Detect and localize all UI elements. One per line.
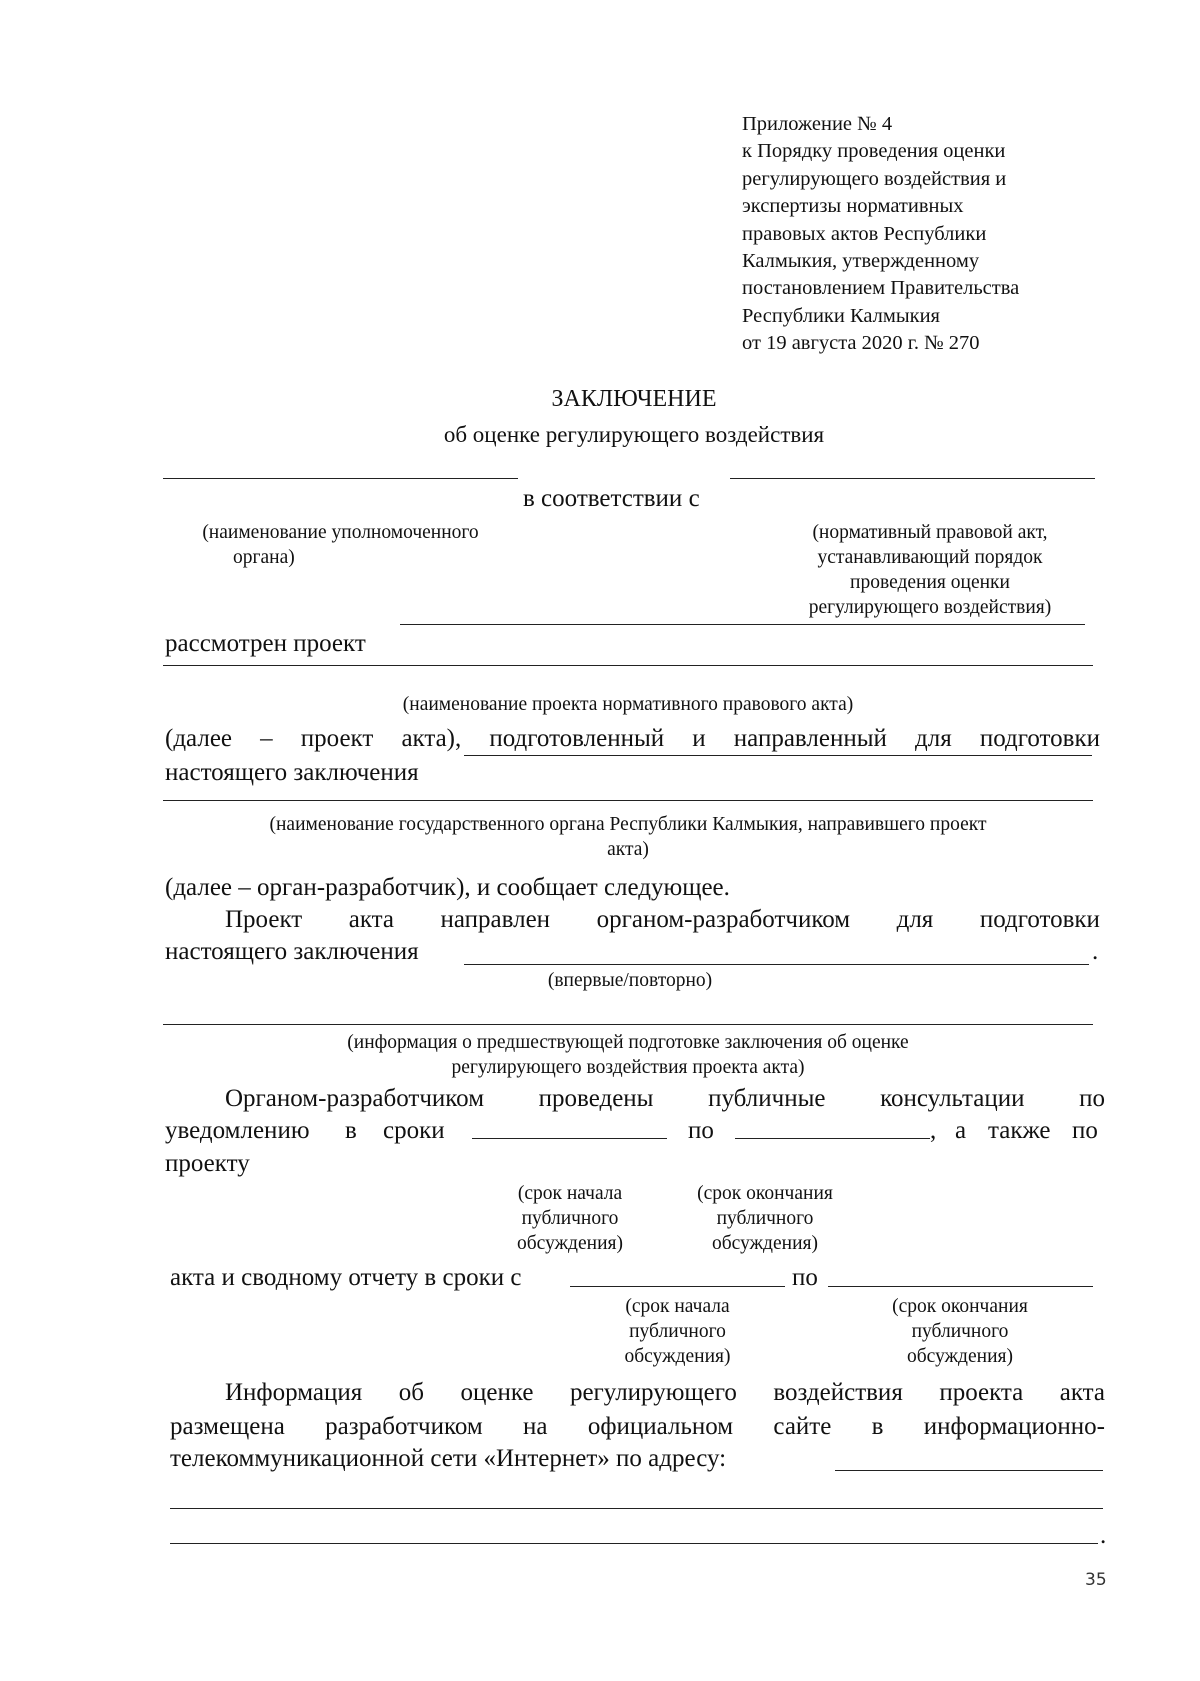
notice-end-date-field[interactable]	[735, 1138, 930, 1139]
word: по	[688, 1117, 714, 1144]
appendix-reference	[742, 111, 1019, 358]
website-address-field-final[interactable]	[170, 1543, 1098, 1544]
word: подготовки	[979, 906, 1100, 933]
word: сроки	[383, 1117, 445, 1144]
word: (далее	[165, 725, 233, 752]
caption-line: регулирующего воздействия проекта акта)	[451, 1057, 805, 1078]
notice-end-caption	[665, 1181, 865, 1256]
caption-line: (информация о предшествующей подготовке заключения об оценке	[347, 1032, 909, 1053]
caption-line: акта)	[607, 839, 649, 860]
regulation-caption	[760, 520, 1100, 620]
word: по	[1072, 1117, 1098, 1144]
developer-organ-caption	[163, 812, 1093, 862]
caption-line: регулирующего воздействия)	[808, 597, 1052, 618]
word: для	[915, 725, 952, 752]
report-start-caption	[560, 1294, 795, 1369]
word: –	[260, 725, 273, 752]
paragraph-5-label: акта и сводному отчету в сроки с	[170, 1264, 522, 1291]
report-end-date-field[interactable]	[828, 1286, 1093, 1287]
caption-line: проведения оценки	[850, 572, 1010, 593]
word: по	[1079, 1085, 1105, 1112]
caption-line: органа)	[233, 547, 295, 568]
word: направленный	[733, 725, 887, 752]
appendix-line: правовых актов Республики	[742, 222, 987, 245]
word: консультации	[880, 1085, 1025, 1112]
word: акта),	[401, 725, 462, 752]
word: и	[692, 725, 706, 752]
word: по	[792, 1264, 818, 1291]
caption-line: (срок окончания	[892, 1296, 1028, 1317]
word: проведены	[538, 1085, 654, 1112]
first-or-repeat-field[interactable]	[464, 964, 1089, 965]
notice-start-date-field[interactable]	[472, 1138, 667, 1139]
word: воздействия	[773, 1379, 903, 1406]
period: .	[1092, 938, 1099, 965]
caption-line: (срок начала	[517, 1183, 623, 1204]
paragraph-3-line-1	[225, 906, 1100, 934]
word: на	[523, 1413, 548, 1440]
word: сайте	[773, 1413, 832, 1440]
word: подготовки	[979, 725, 1100, 752]
paragraph-1-line-1	[165, 725, 1100, 753]
word: для	[896, 906, 934, 933]
appendix-line: Калмыкия, утвержденному	[742, 250, 980, 273]
word: разработчиком	[325, 1413, 483, 1440]
caption-line: обсуждения)	[624, 1346, 731, 1367]
word: об	[398, 1379, 424, 1406]
paragraph-3-line-2: настоящего заключения	[165, 938, 419, 965]
previous-conclusion-caption	[163, 1030, 1093, 1080]
website-address-field[interactable]	[835, 1470, 1103, 1471]
caption-line: публичного	[629, 1321, 726, 1342]
word: размещена	[170, 1413, 285, 1440]
comma: ,	[930, 1117, 937, 1144]
website-address-field-continued[interactable]	[170, 1508, 1103, 1509]
word: а	[955, 1117, 967, 1144]
first-or-repeat-caption: (впервые/повторно)	[547, 970, 713, 991]
caption-line: (срок окончания	[697, 1183, 833, 1204]
caption-line: (наименование государственного органа Республики Калмыкия, направившего проект	[269, 814, 987, 835]
report-start-date-field[interactable]	[570, 1286, 785, 1287]
appendix-line: от 19 августа 2020 г. № 270	[742, 332, 980, 355]
caption-line: устанавливающий порядок	[817, 547, 1043, 568]
project-name-caption: (наименование проекта нормативного правового акта)	[402, 694, 854, 715]
caption-line: (нормативный правовой акт,	[812, 522, 1048, 543]
document-title: ЗАКЛЮЧЕНИЕ	[551, 386, 717, 412]
project-name-field-continued[interactable]	[163, 665, 1093, 666]
word: акта	[348, 906, 394, 933]
word: Информация	[225, 1379, 363, 1406]
word: информационно-	[923, 1413, 1105, 1440]
word: Проект	[225, 906, 303, 933]
appendix-line: Республики Калмыкия	[742, 304, 940, 327]
word: также	[988, 1117, 1051, 1144]
caption-line: (наименование уполномоченного	[202, 522, 479, 543]
word: проект	[300, 725, 374, 752]
period: .	[1100, 1522, 1107, 1549]
word: оценке	[460, 1379, 534, 1406]
word: направлен	[440, 906, 551, 933]
word: акта	[1059, 1379, 1105, 1406]
developer-organ-field-continued[interactable]	[163, 800, 1093, 801]
paragraph-4-line-1	[225, 1085, 1105, 1113]
paragraph-1-line-2: настоящего заключения	[165, 759, 419, 786]
word: подготовленный	[489, 725, 665, 752]
word: в	[871, 1413, 884, 1440]
caption-line: обсуждения)	[517, 1233, 623, 1254]
paragraph-6-line-2	[170, 1413, 1105, 1441]
word: Органом-разработчиком	[225, 1085, 485, 1112]
paragraph-6-line-3: телекоммуникационной сети «Интернет» по адресу:	[170, 1445, 727, 1472]
authority-name-field[interactable]	[163, 478, 518, 479]
document-subtitle: об оценке регулирующего воздействия	[443, 422, 825, 447]
paragraph-4-line-3: проекту	[165, 1150, 250, 1177]
word: уведомлению	[165, 1117, 310, 1144]
project-reviewed-label: рассмотрен проект	[165, 630, 366, 657]
paragraph-6-line-1	[225, 1379, 1105, 1407]
word: публичные	[708, 1085, 826, 1112]
appendix-line: к Порядку проведения оценки	[742, 140, 1006, 163]
project-name-field[interactable]	[400, 624, 1085, 625]
notice-start-caption	[470, 1181, 670, 1256]
page-number: 35	[1085, 1570, 1107, 1590]
caption-line: (срок начала	[625, 1296, 730, 1317]
paragraph-2: (далее – орган-разработчик), и сообщает следующее.	[165, 874, 730, 901]
caption-line: публичного	[521, 1208, 619, 1229]
word: органом-разработчиком	[596, 906, 851, 933]
caption-line: обсуждения)	[712, 1233, 818, 1254]
authority-caption	[163, 520, 518, 570]
caption-line: публичного	[911, 1321, 1009, 1342]
caption-line: публичного	[716, 1208, 814, 1229]
in-accordance-label: в соответствии с	[523, 485, 700, 512]
regulation-field[interactable]	[730, 478, 1095, 479]
appendix-line: экспертизы нормативных	[742, 195, 964, 218]
previous-conclusion-info-field[interactable]	[163, 1024, 1093, 1025]
appendix-line: Приложение № 4	[742, 113, 893, 135]
report-end-caption	[830, 1294, 1090, 1369]
appendix-line: постановлением Правительства	[742, 277, 1020, 300]
caption-line: обсуждения)	[907, 1346, 1013, 1367]
developer-organ-field[interactable]	[464, 755, 1092, 756]
appendix-line: регулирующего воздействия и	[742, 167, 1007, 190]
word: проекта	[939, 1379, 1024, 1406]
word: регулирующего	[569, 1379, 737, 1406]
word: в	[345, 1117, 357, 1144]
word: официальном	[587, 1413, 734, 1440]
